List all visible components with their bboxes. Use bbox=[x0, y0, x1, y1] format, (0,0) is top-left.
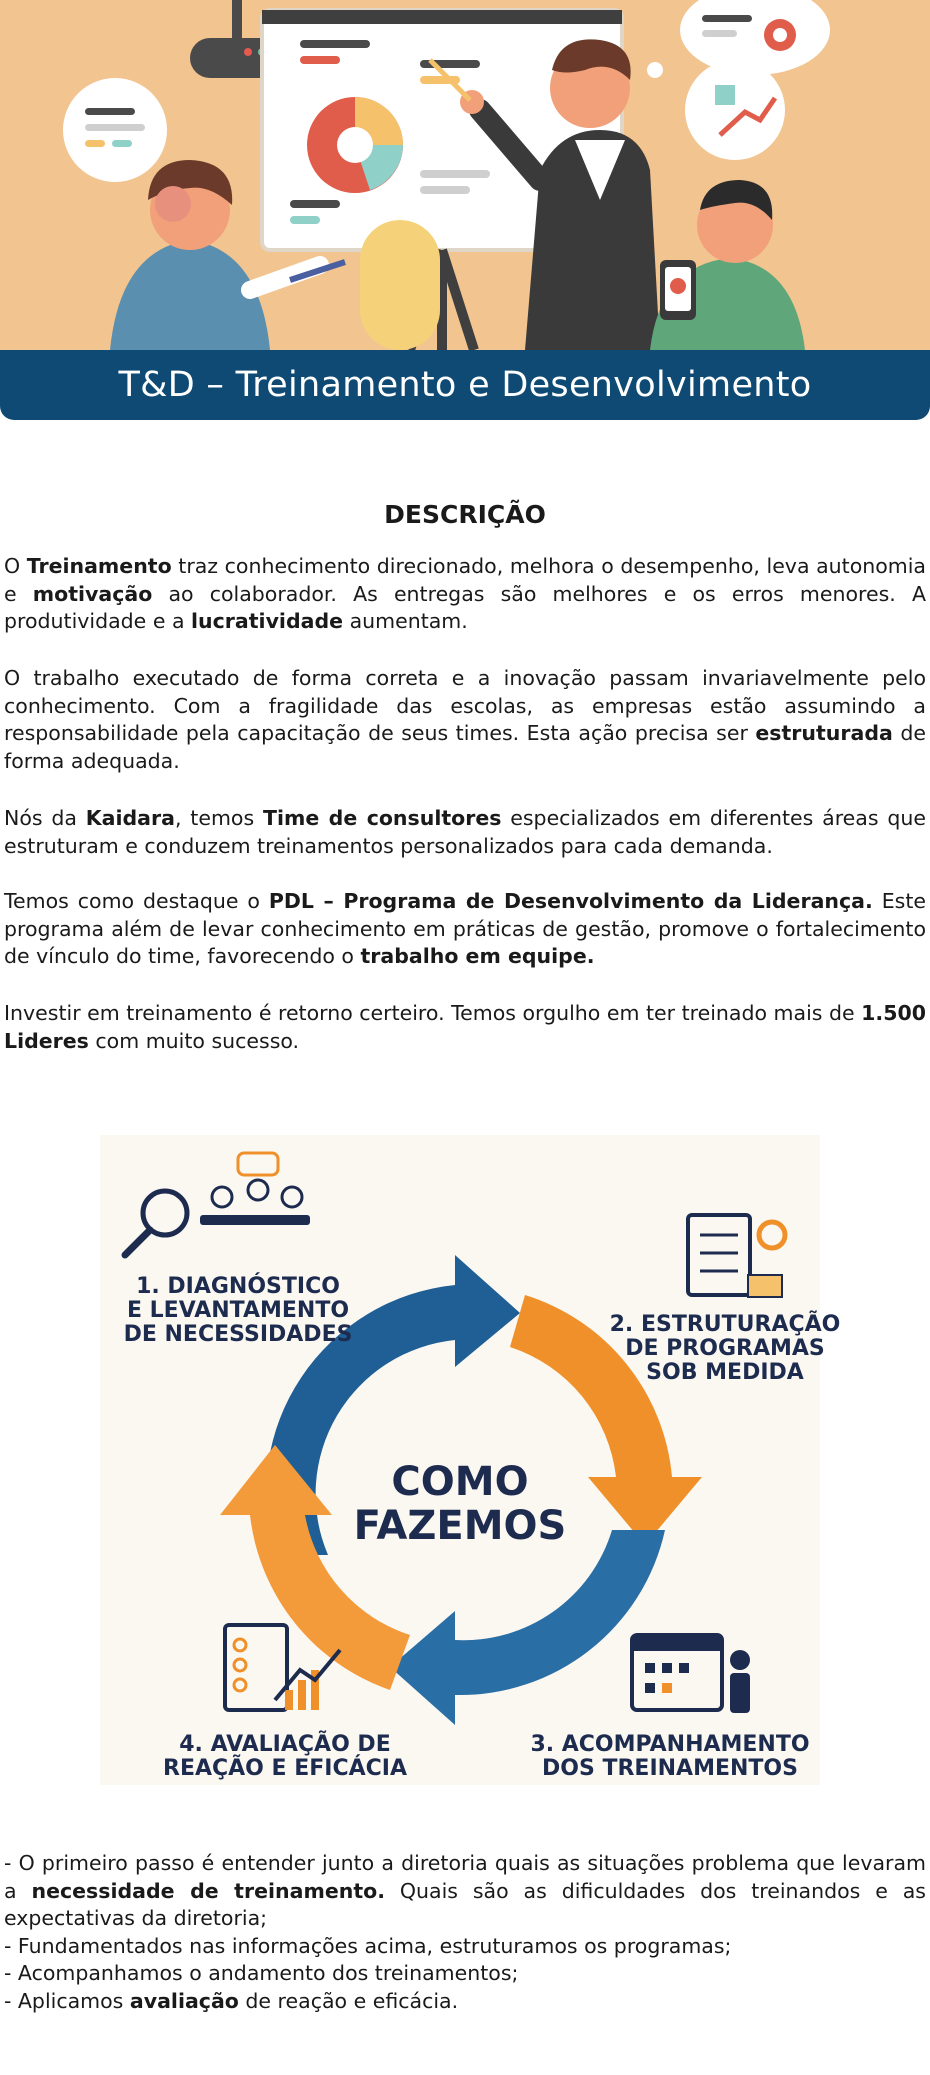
banner-title: T&D – Treinamento e Desenvolvimento bbox=[118, 365, 812, 405]
stage-3-label bbox=[500, 1733, 840, 1781]
text-run: ao colaborador. As entregas são melhores e os erros menores. A produtividade e a bbox=[4, 581, 926, 633]
paragraph-trabalho bbox=[4, 665, 926, 775]
cycle-infographic bbox=[60, 1135, 870, 1790]
step-item bbox=[4, 1933, 926, 1961]
stage-2-line-1: 2. ESTRUTURAÇÃO bbox=[609, 1312, 841, 1337]
bold-text: necessidade de treinamento. bbox=[31, 1878, 385, 1903]
text-run: - Fundamentados nas informações acima, estruturamos os programas; bbox=[4, 1933, 732, 1958]
step-item bbox=[4, 1988, 926, 2016]
text-run: traz conhecimento direcionado, melhora o desempenho, leva autonomia e bbox=[4, 554, 926, 606]
bold-text: PDL – Programa de Desenvolvimento da Liderança. bbox=[268, 889, 873, 913]
stage-1-line-1: 1. DIAGNÓSTICO bbox=[136, 1274, 340, 1299]
paragraph-investir bbox=[4, 1000, 926, 1055]
hero-illustration bbox=[0, 0, 930, 350]
stage-4-line-2: REAÇÃO E EFICÁCIA bbox=[163, 1756, 407, 1781]
bold-text: Treinamento bbox=[26, 554, 172, 578]
bold-text: Time de consultores bbox=[262, 806, 502, 830]
stage-4-label bbox=[140, 1733, 430, 1781]
text-run: Quais são as dificuldades dos treinandos e as expectativas da diretoria; bbox=[4, 1878, 926, 1930]
bold-text: Kaidara bbox=[85, 806, 175, 830]
bold-text: motivação bbox=[32, 581, 153, 606]
bold-text: trabalho em equipe. bbox=[360, 944, 595, 968]
cycle-center-label bbox=[350, 1460, 570, 1548]
text-run: aumentam. bbox=[343, 609, 468, 633]
stage-3-line-1: 3. ACOMPANHAMENTO bbox=[530, 1732, 810, 1757]
bold-text: avaliação bbox=[129, 1988, 239, 2013]
text-run: O trabalho executado de forma correta e a inovação passam invariavelmente pelo conhecimento. Com a fragilidade das escolas, as empresas estão assumindo a responsabilidade pela capacitação de seus times. Esta ação precisa ser bbox=[4, 666, 926, 745]
text-run: especializados em diferentes áreas que estruturam e conduzem treinamentos personalizados para cada demanda. bbox=[4, 806, 926, 858]
text-run: Este programa além de levar conhecimento em práticas de gestão, promove o fortalecimento de vínculo do time, favorecendo o bbox=[4, 889, 926, 968]
stage-1-label bbox=[88, 1275, 388, 1347]
paragraph-treinamento bbox=[4, 553, 926, 636]
bold-text: lucratividade bbox=[191, 609, 344, 633]
text-run: com muito sucesso. bbox=[88, 1028, 300, 1053]
paragraph-kaidara bbox=[4, 805, 926, 860]
stage-3-line-2: DOS TREINAMENTOS bbox=[542, 1756, 798, 1781]
bold-text: 1.500 Lideres bbox=[4, 1001, 926, 1053]
paragraph-pdl bbox=[4, 888, 926, 971]
text-run: Investir em treinamento é retorno certeiro. Temos orgulho em ter treinado mais de bbox=[4, 1001, 862, 1025]
stage-2-label bbox=[590, 1313, 860, 1385]
description-heading: DESCRIÇÃO bbox=[384, 500, 546, 529]
text-run: - Aplicamos bbox=[4, 1988, 130, 2013]
text-run: - O primeiro passo é entender junto a diretoria quais as situações problema que levaram a bbox=[4, 1851, 926, 1903]
bold-text: estruturada bbox=[755, 721, 893, 745]
step-item bbox=[4, 1850, 926, 1933]
stage-2-line-2: DE PROGRAMAS bbox=[625, 1336, 825, 1361]
text-run: , temos bbox=[174, 806, 263, 830]
text-run: Temos como destaque o bbox=[4, 889, 269, 913]
center-line-1: COMO bbox=[391, 1459, 529, 1505]
text-run: de reação e eficácia. bbox=[238, 1988, 459, 2013]
steps-list bbox=[4, 1850, 926, 2015]
text-run: O bbox=[4, 554, 27, 578]
text-run: Nós da bbox=[4, 806, 86, 830]
stage-1-line-2: E LEVANTAMENTO bbox=[126, 1298, 350, 1323]
text-run: de forma adequada. bbox=[4, 721, 926, 773]
training-scene-illustration bbox=[0, 0, 930, 350]
stage-2-line-3: SOB MEDIDA bbox=[646, 1360, 804, 1385]
stage-4-line-1: 4. AVALIAÇÃO DE bbox=[179, 1732, 391, 1757]
text-run: - Acompanhamos o andamento dos treinamentos; bbox=[4, 1961, 519, 1985]
step-item bbox=[4, 1960, 926, 1988]
title-banner bbox=[0, 350, 930, 420]
center-line-2: FAZEMOS bbox=[353, 1503, 567, 1549]
stage-1-line-3: DE NECESSIDADES bbox=[123, 1322, 353, 1347]
